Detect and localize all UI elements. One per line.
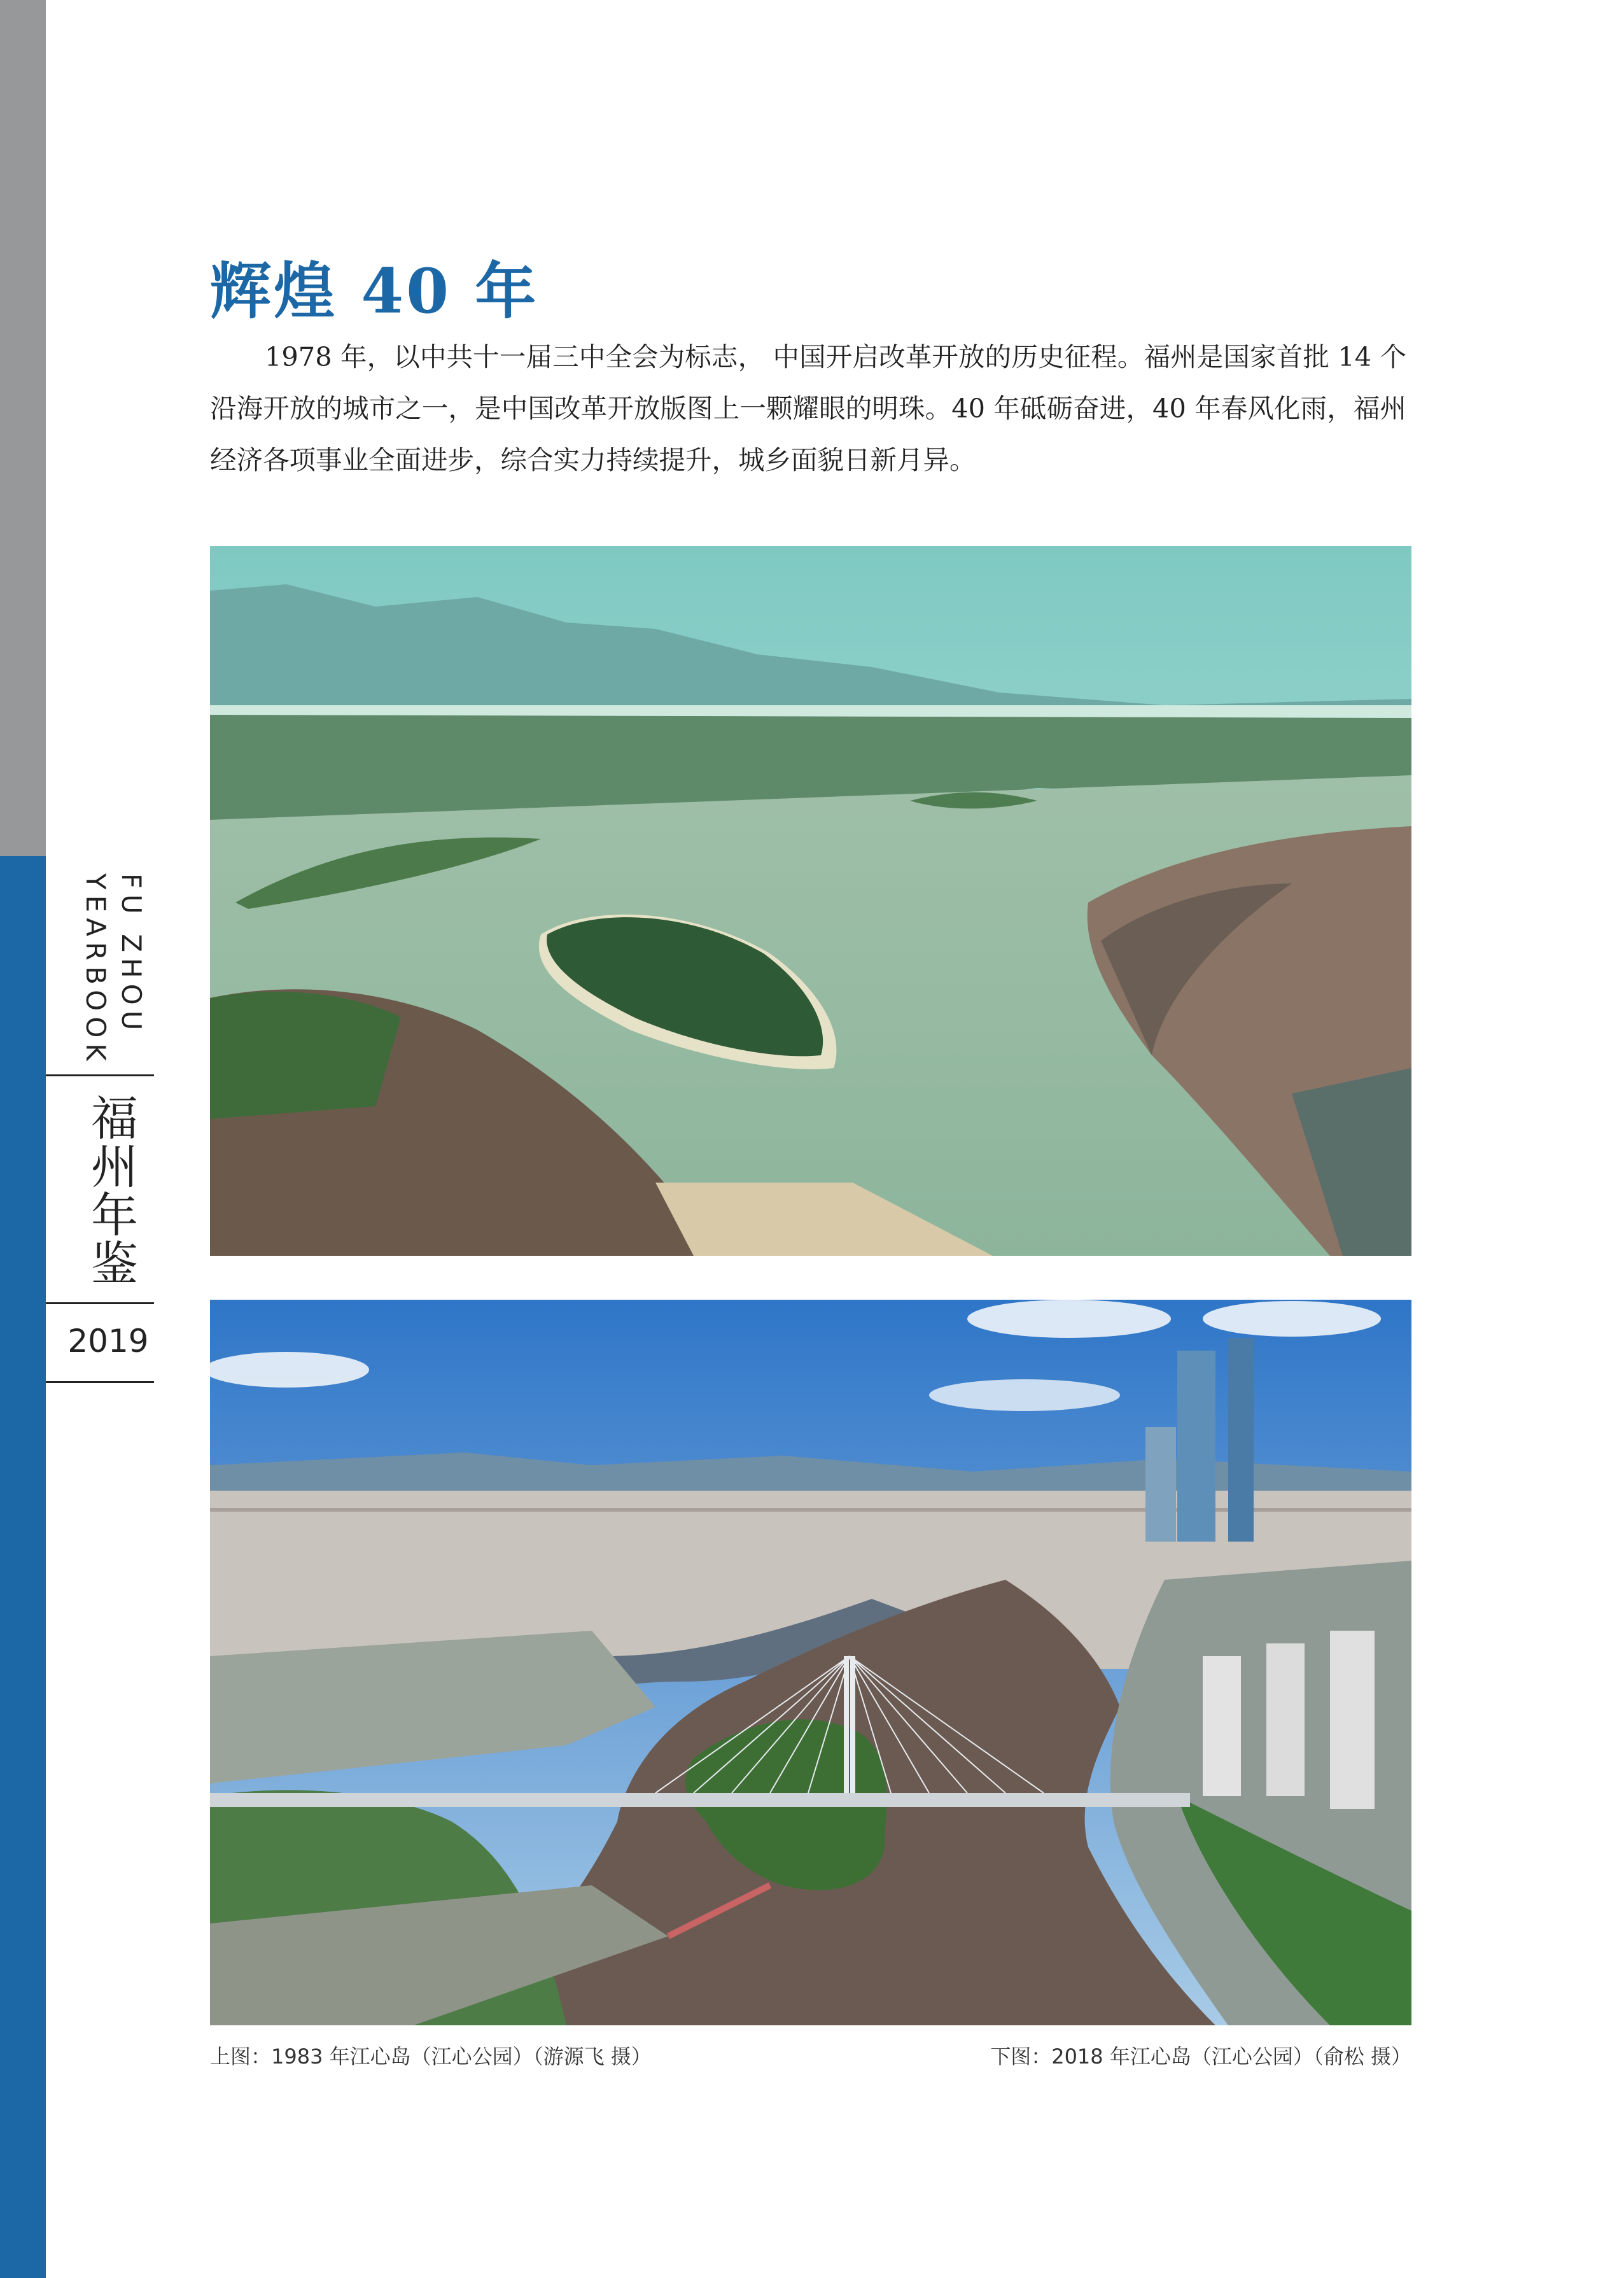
page-title: 辉煌 40 年 [210, 255, 539, 327]
english-line-yearbook: YEARBOOK [80, 873, 111, 1067]
yearbook-year: 2019 [67, 1323, 149, 1360]
photo-2018-jiangxin-island [210, 1300, 1411, 2025]
side-band-gray [0, 0, 46, 856]
yearbook-english-label [75, 873, 147, 1067]
sidebar-divider-bottom [46, 1381, 154, 1383]
english-line-fuzhou: FU ZHOU [116, 873, 147, 1036]
yearbook-chinese-title: 福州年鉴 [83, 1093, 138, 1287]
side-band-blue [0, 856, 46, 2278]
caption-top-photo: 上图：1983 年江心岛（江心公园）（游源飞 摄） [210, 2044, 652, 2069]
sidebar-divider-middle [46, 1302, 154, 1304]
sidebar-divider-top [46, 1074, 154, 1076]
intro-paragraph: 1978 年，以中共十一届三中全会为标志， 中国开启改革开放的历史征程。福州是国家首批 14 个沿海开放的城市之一，是中国改革开放版图上一颗耀眼的明珠。40 年砥砺奋进，40 年春风化雨，福州经济各项事业全面进步，综合实力持续提升，城乡面貌日新月异。 [210, 341, 1406, 475]
photo-1983-jiangxin-island [210, 546, 1411, 1256]
caption-bottom-photo: 下图：2018 年江心岛（江心公园）（俞松 摄） [990, 2044, 1411, 2069]
